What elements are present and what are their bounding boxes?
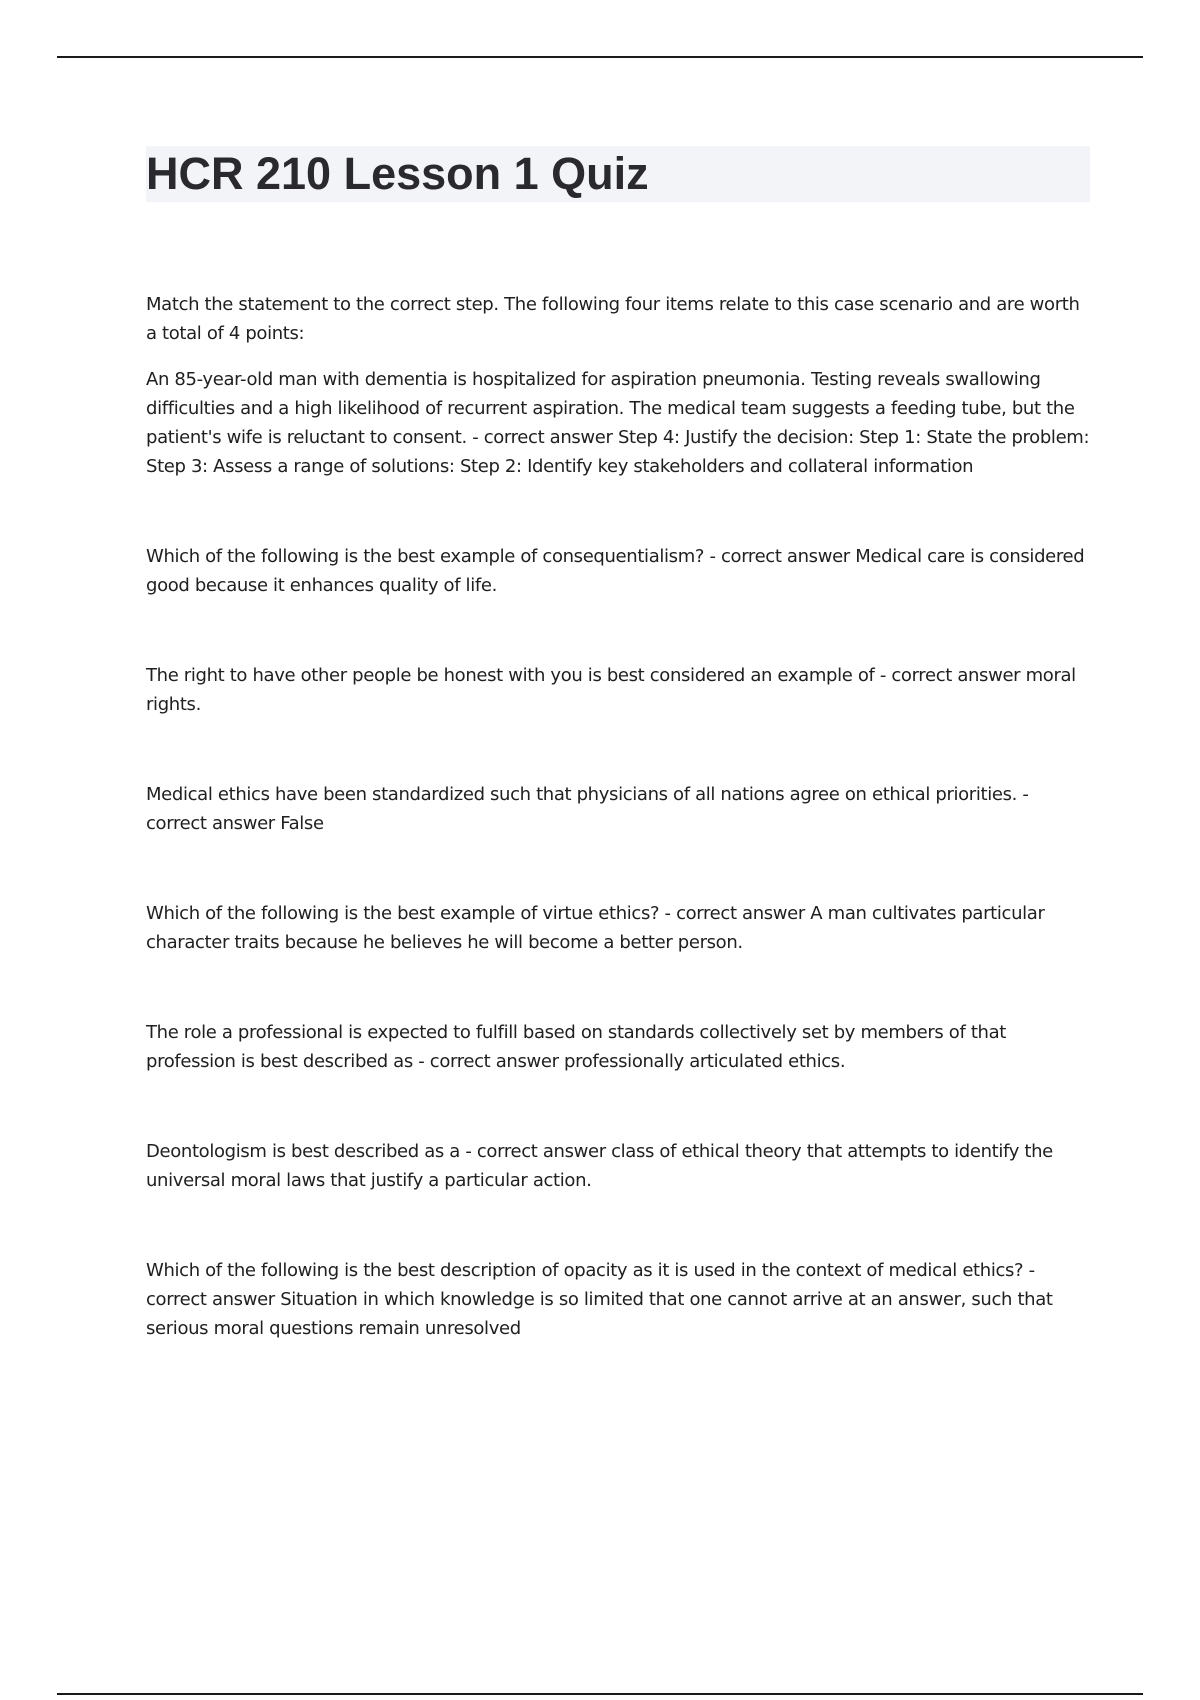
intro-text: Match the statement to the correct step. The following four items relate to this case scenario and are worth a total of 4 points: (146, 294, 1080, 344)
qa-item: Medical ethics have been standardized such that physicians of all nations agree on ethical priorities. - correct answer False (146, 784, 1029, 834)
qa-item: The right to have other people be honest with you is best considered an example of - correct answer moral rights. (146, 665, 1076, 715)
qa-item: Which of the following is the best example of consequentialism? - correct answer Medical care is considered good because it enhances quality of life. (146, 546, 1085, 596)
page-title: HCR 210 Lesson 1 Quiz (146, 148, 649, 199)
qa-item: Which of the following is the best description of opacity as it is used in the context of medical ethics? - correct answer Situation in which knowledge is so limited that one cannot arrive at an answer, such that serious moral questions remain unresolved (146, 1260, 1053, 1339)
quiz-content (146, 290, 1090, 1404)
bottom-rule (57, 1693, 1143, 1695)
qa-item: An 85-year-old man with dementia is hospitalized for aspiration pneumonia. Testing reveals swallowing difficulties and a high likelihood of recurrent aspiration. The medical team suggests a feeding tube, but the patient's wife is reluctant to consent. - correct answer Step 4: Justify the decision: Step 1: State the problem: Step 3: Assess a range of solutions: Step 2: Identify key stakeholders and collateral information (146, 369, 1090, 477)
qa-item: The role a professional is expected to fulfill based on standards collectively set by members of that profession is best described as - correct answer professionally articulated ethics. (146, 1022, 1006, 1072)
qa-item: Deontologism is best described as a - correct answer class of ethical theory that attempts to identify the universal moral laws that justify a particular action. (146, 1141, 1053, 1191)
qa-item: Which of the following is the best example of virtue ethics? - correct answer A man cultivates particular character traits because he believes he will become a better person. (146, 903, 1045, 953)
top-rule (57, 56, 1143, 58)
